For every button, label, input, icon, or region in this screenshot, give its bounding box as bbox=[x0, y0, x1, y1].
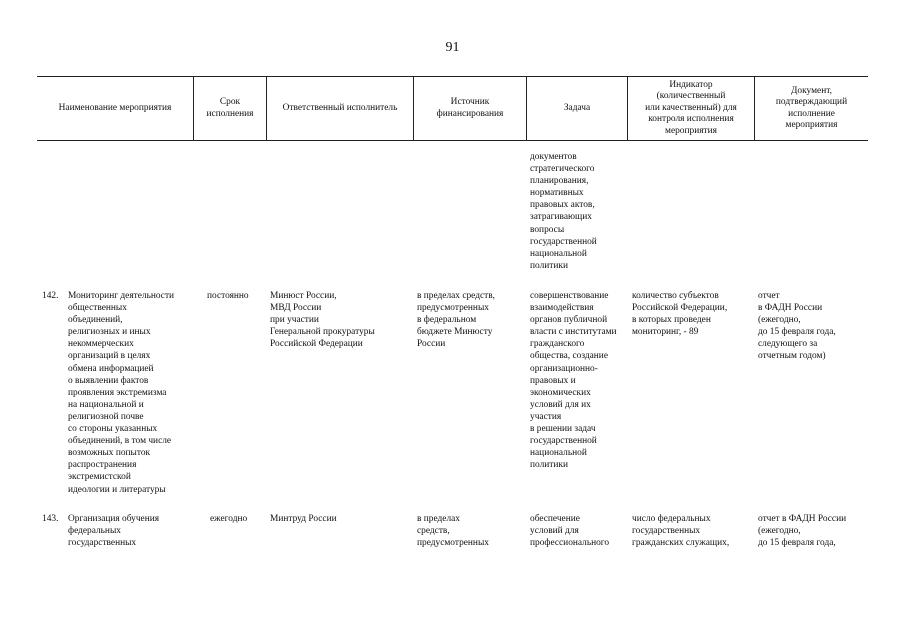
page-number: 91 bbox=[445, 40, 460, 55]
table-header-bottom-rule bbox=[37, 140, 868, 141]
row-name: Мониторинг деятельности общественных объединений, религиозных и иных некоммерческих организаций в целях обмена информацией о выявлении фактов проявления экстремизма на национальной и религиозной почве со стороны указанных объединений, в том числе возможных попыток распространения экстремистской идеологии и литературы bbox=[68, 291, 175, 495]
row-task: совершенствование взаимодействия органов публичной власти с институтами гражданского общества, создание организационно- правовых и экономических условий для их участия в решении задач государственной национальной политики bbox=[530, 291, 617, 471]
header-name: Наименование мероприятия bbox=[58, 102, 172, 113]
row-indicator: количество субъектов Российской Федерации, в которых проведен мониторинг, - 89 bbox=[632, 291, 728, 338]
row-number: 143. bbox=[42, 514, 59, 524]
row-indicator: число федеральных государственных гражданских служащих, bbox=[632, 514, 730, 549]
row-document: отчет в ФАДН России (ежегодно, до 15 февраля года, следующего за отчетным годом) bbox=[758, 291, 836, 362]
row-document: отчет в ФАДН России (ежегодно, до 15 февраля года, bbox=[758, 514, 847, 549]
header-source: Источник финансирования bbox=[436, 97, 504, 119]
header-task: Задача bbox=[563, 102, 591, 113]
row-source: в пределах средств, предусмотренных bbox=[417, 514, 489, 549]
row-executor: Минюст России, МВД России при участии Генеральной прокуратуры Российской Федерации bbox=[270, 291, 375, 350]
row-task: обеспечение условий для профессионального bbox=[530, 514, 610, 549]
row-source: в пределах средств, предусмотренных в федеральном бюджете Минюсту России bbox=[417, 291, 495, 350]
header-indicator: Индикатор (количественный или качественный) для контроля исполнения мероприятия bbox=[645, 79, 737, 136]
header-executor: Ответственный исполнитель bbox=[282, 102, 398, 113]
row-name: Организация обучения федеральных государственных bbox=[68, 514, 160, 549]
header-document: Документ, подтверждающий исполнение мероприятия bbox=[775, 85, 848, 130]
row-number: 142. bbox=[42, 291, 59, 301]
row-term: постоянно bbox=[207, 291, 249, 301]
header-term: Срок исполнения bbox=[206, 97, 254, 119]
continuation-task-cell: документов стратегического планирования, нормативных правовых актов, затрагивающих вопросы государственной национальной политики bbox=[530, 152, 597, 271]
row-executor: Минтруд России bbox=[270, 514, 337, 524]
row-term: ежегодно bbox=[210, 514, 248, 524]
